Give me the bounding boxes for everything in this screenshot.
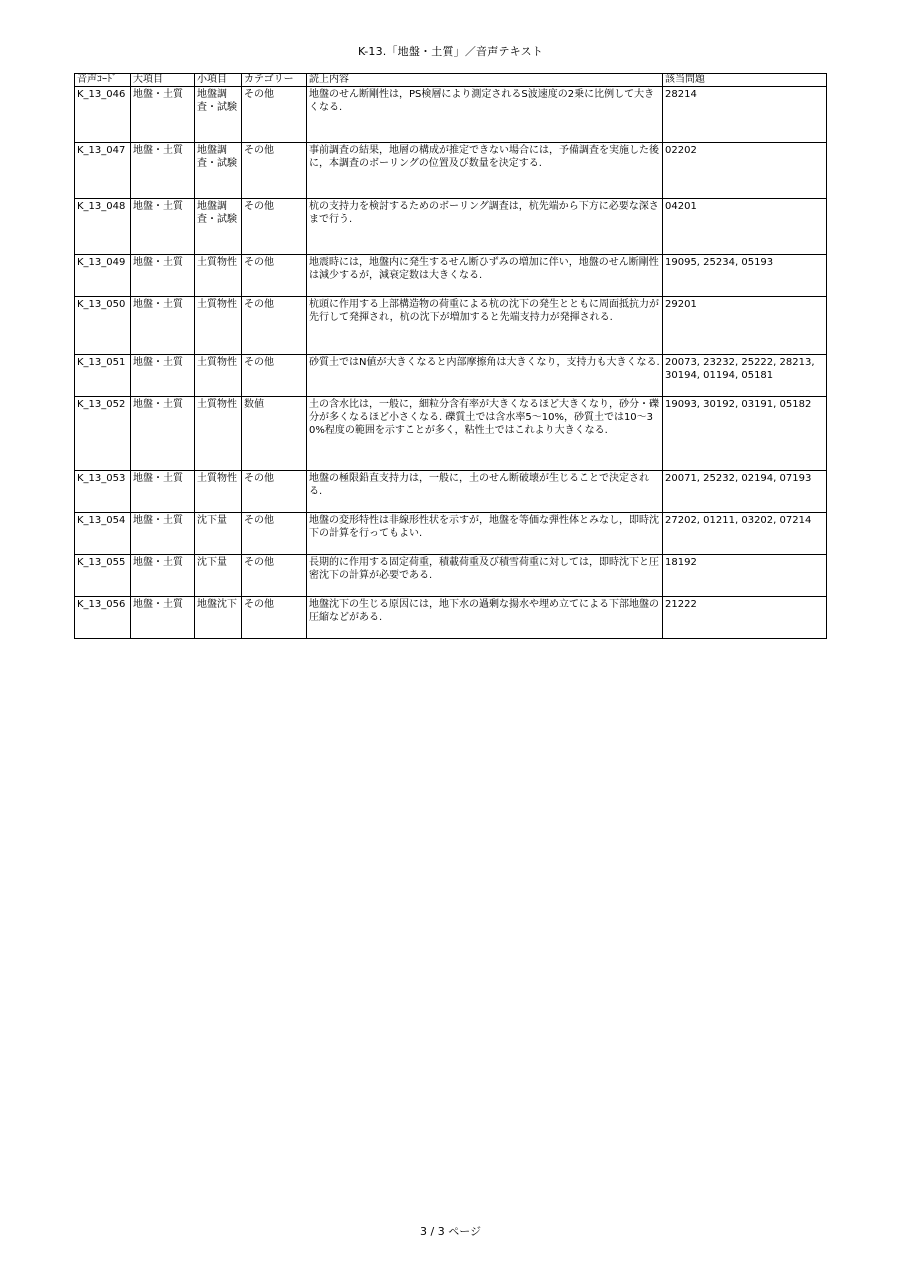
cell-category: その他 — [242, 555, 307, 597]
cell-category: その他 — [242, 87, 307, 143]
cell-text: 事前調査の結果，地層の構成が推定できない場合には，予備調査を実施した後に，本調査のボーリングの位置及び数量を決定する. — [307, 143, 663, 199]
cell-major: 地盤・土質 — [131, 87, 195, 143]
cell-code: K_13_056 — [75, 597, 131, 639]
cell-category: その他 — [242, 513, 307, 555]
cell-questions: 20071, 25232, 02194, 07193 — [663, 471, 827, 513]
table-row — [75, 397, 827, 471]
column-header-questions: 該当問題 — [663, 74, 827, 87]
cell-minor: 土質物性 — [195, 471, 242, 513]
cell-code: K_13_052 — [75, 397, 131, 471]
cell-minor: 地盤調査・試験 — [195, 143, 242, 199]
cell-questions: 20073, 23232, 25222, 28213, 30194, 01194, 05181 — [663, 355, 827, 397]
table-row — [75, 471, 827, 513]
cell-major: 地盤・土質 — [131, 597, 195, 639]
cell-questions: 28214 — [663, 87, 827, 143]
cell-code: K_13_050 — [75, 297, 131, 355]
cell-text: 杭の支持力を検討するためのボーリング調査は，杭先端から下方に必要な深さまで行う. — [307, 199, 663, 255]
cell-minor: 地盤調査・試験 — [195, 87, 242, 143]
cell-text: 杭頭に作用する上部構造物の荷重による杭の沈下の発生とともに周面抵抗力が先行して発揮され，杭の沈下が増加すると先端支持力が発揮される. — [307, 297, 663, 355]
table-row — [75, 87, 827, 143]
cell-code: K_13_049 — [75, 255, 131, 297]
cell-code: K_13_047 — [75, 143, 131, 199]
cell-category: その他 — [242, 199, 307, 255]
cell-code: K_13_053 — [75, 471, 131, 513]
column-header-major: 大項目 — [131, 74, 195, 87]
cell-minor: 土質物性 — [195, 355, 242, 397]
cell-category: 数値 — [242, 397, 307, 471]
table-row — [75, 143, 827, 199]
cell-major: 地盤・土質 — [131, 471, 195, 513]
cell-major: 地盤・土質 — [131, 397, 195, 471]
table-row — [75, 513, 827, 555]
cell-text: 地盤のせん断剛性は，PS検層により測定されるS波速度の2乗に比例して大きくなる. — [307, 87, 663, 143]
cell-category: その他 — [242, 471, 307, 513]
cell-category: その他 — [242, 355, 307, 397]
table-header-row — [75, 74, 827, 87]
table-row — [75, 199, 827, 255]
cell-major: 地盤・土質 — [131, 513, 195, 555]
cell-text: 地盤沈下の生じる原因には，地下水の過剰な揚水や埋め立てによる下部地盤の圧縮などがある. — [307, 597, 663, 639]
cell-text: 地震時には，地盤内に発生するせん断ひずみの増加に伴い，地盤のせん断剛性は減少するが，減衰定数は大きくなる. — [307, 255, 663, 297]
voice-text-table — [74, 73, 827, 639]
cell-minor: 沈下量 — [195, 513, 242, 555]
cell-minor: 土質物性 — [195, 297, 242, 355]
cell-category: その他 — [242, 255, 307, 297]
cell-code: K_13_055 — [75, 555, 131, 597]
cell-text: 地盤の極限鉛直支持力は，一般に，土のせん断破壊が生じることで決定される. — [307, 471, 663, 513]
cell-code: K_13_054 — [75, 513, 131, 555]
cell-text: 砂質土ではN値が大きくなると内部摩擦角は大きくなり，支持力も大きくなる. — [307, 355, 663, 397]
cell-text: 土の含水比は，一般に，細粒分含有率が大きくなるほど大きくなり，砂分・礫分が多くなるほど小さくなる. 礫質土では含水率5～10%，砂質土では10～30%程度の範囲を示すことが多く，粘性土ではこれより大きくなる. — [307, 397, 663, 471]
column-header-text: 読上内容 — [307, 74, 663, 87]
cell-code: K_13_051 — [75, 355, 131, 397]
cell-category: その他 — [242, 297, 307, 355]
cell-minor: 土質物性 — [195, 397, 242, 471]
cell-category: その他 — [242, 143, 307, 199]
cell-minor: 地盤沈下 — [195, 597, 242, 639]
cell-category: その他 — [242, 597, 307, 639]
cell-code: K_13_048 — [75, 199, 131, 255]
column-header-minor: 小項目 — [195, 74, 242, 87]
cell-code: K_13_046 — [75, 87, 131, 143]
cell-major: 地盤・土質 — [131, 199, 195, 255]
table-row — [75, 555, 827, 597]
table-row — [75, 297, 827, 355]
cell-major: 地盤・土質 — [131, 297, 195, 355]
page-number: 3 / 3 ページ — [420, 1225, 481, 1238]
cell-major: 地盤・土質 — [131, 355, 195, 397]
cell-minor: 地盤調査・試験 — [195, 199, 242, 255]
cell-questions: 27202, 01211, 03202, 07214 — [663, 513, 827, 555]
cell-questions: 19093, 30192, 03191, 05182 — [663, 397, 827, 471]
cell-text: 地盤の変形特性は非線形性状を示すが，地盤を等価な弾性体とみなし，即時沈下の計算を行ってもよい. — [307, 513, 663, 555]
cell-minor: 沈下量 — [195, 555, 242, 597]
table-row — [75, 597, 827, 639]
cell-text: 長期的に作用する固定荷重，積載荷重及び積雪荷重に対しては，即時沈下と圧密沈下の計算が必要である. — [307, 555, 663, 597]
cell-questions: 02202 — [663, 143, 827, 199]
table-row — [75, 255, 827, 297]
table-row — [75, 355, 827, 397]
cell-major: 地盤・土質 — [131, 555, 195, 597]
column-header-code: 音声ｺｰﾄﾞ — [75, 74, 131, 87]
cell-questions: 29201 — [663, 297, 827, 355]
page-title: K-13.「地盤・土質」／音声テキスト — [357, 45, 544, 58]
column-header-category: カテゴリー — [242, 74, 307, 87]
cell-questions: 21222 — [663, 597, 827, 639]
cell-questions: 19095, 25234, 05193 — [663, 255, 827, 297]
cell-minor: 土質物性 — [195, 255, 242, 297]
cell-major: 地盤・土質 — [131, 255, 195, 297]
cell-major: 地盤・土質 — [131, 143, 195, 199]
cell-questions: 18192 — [663, 555, 827, 597]
cell-questions: 04201 — [663, 199, 827, 255]
